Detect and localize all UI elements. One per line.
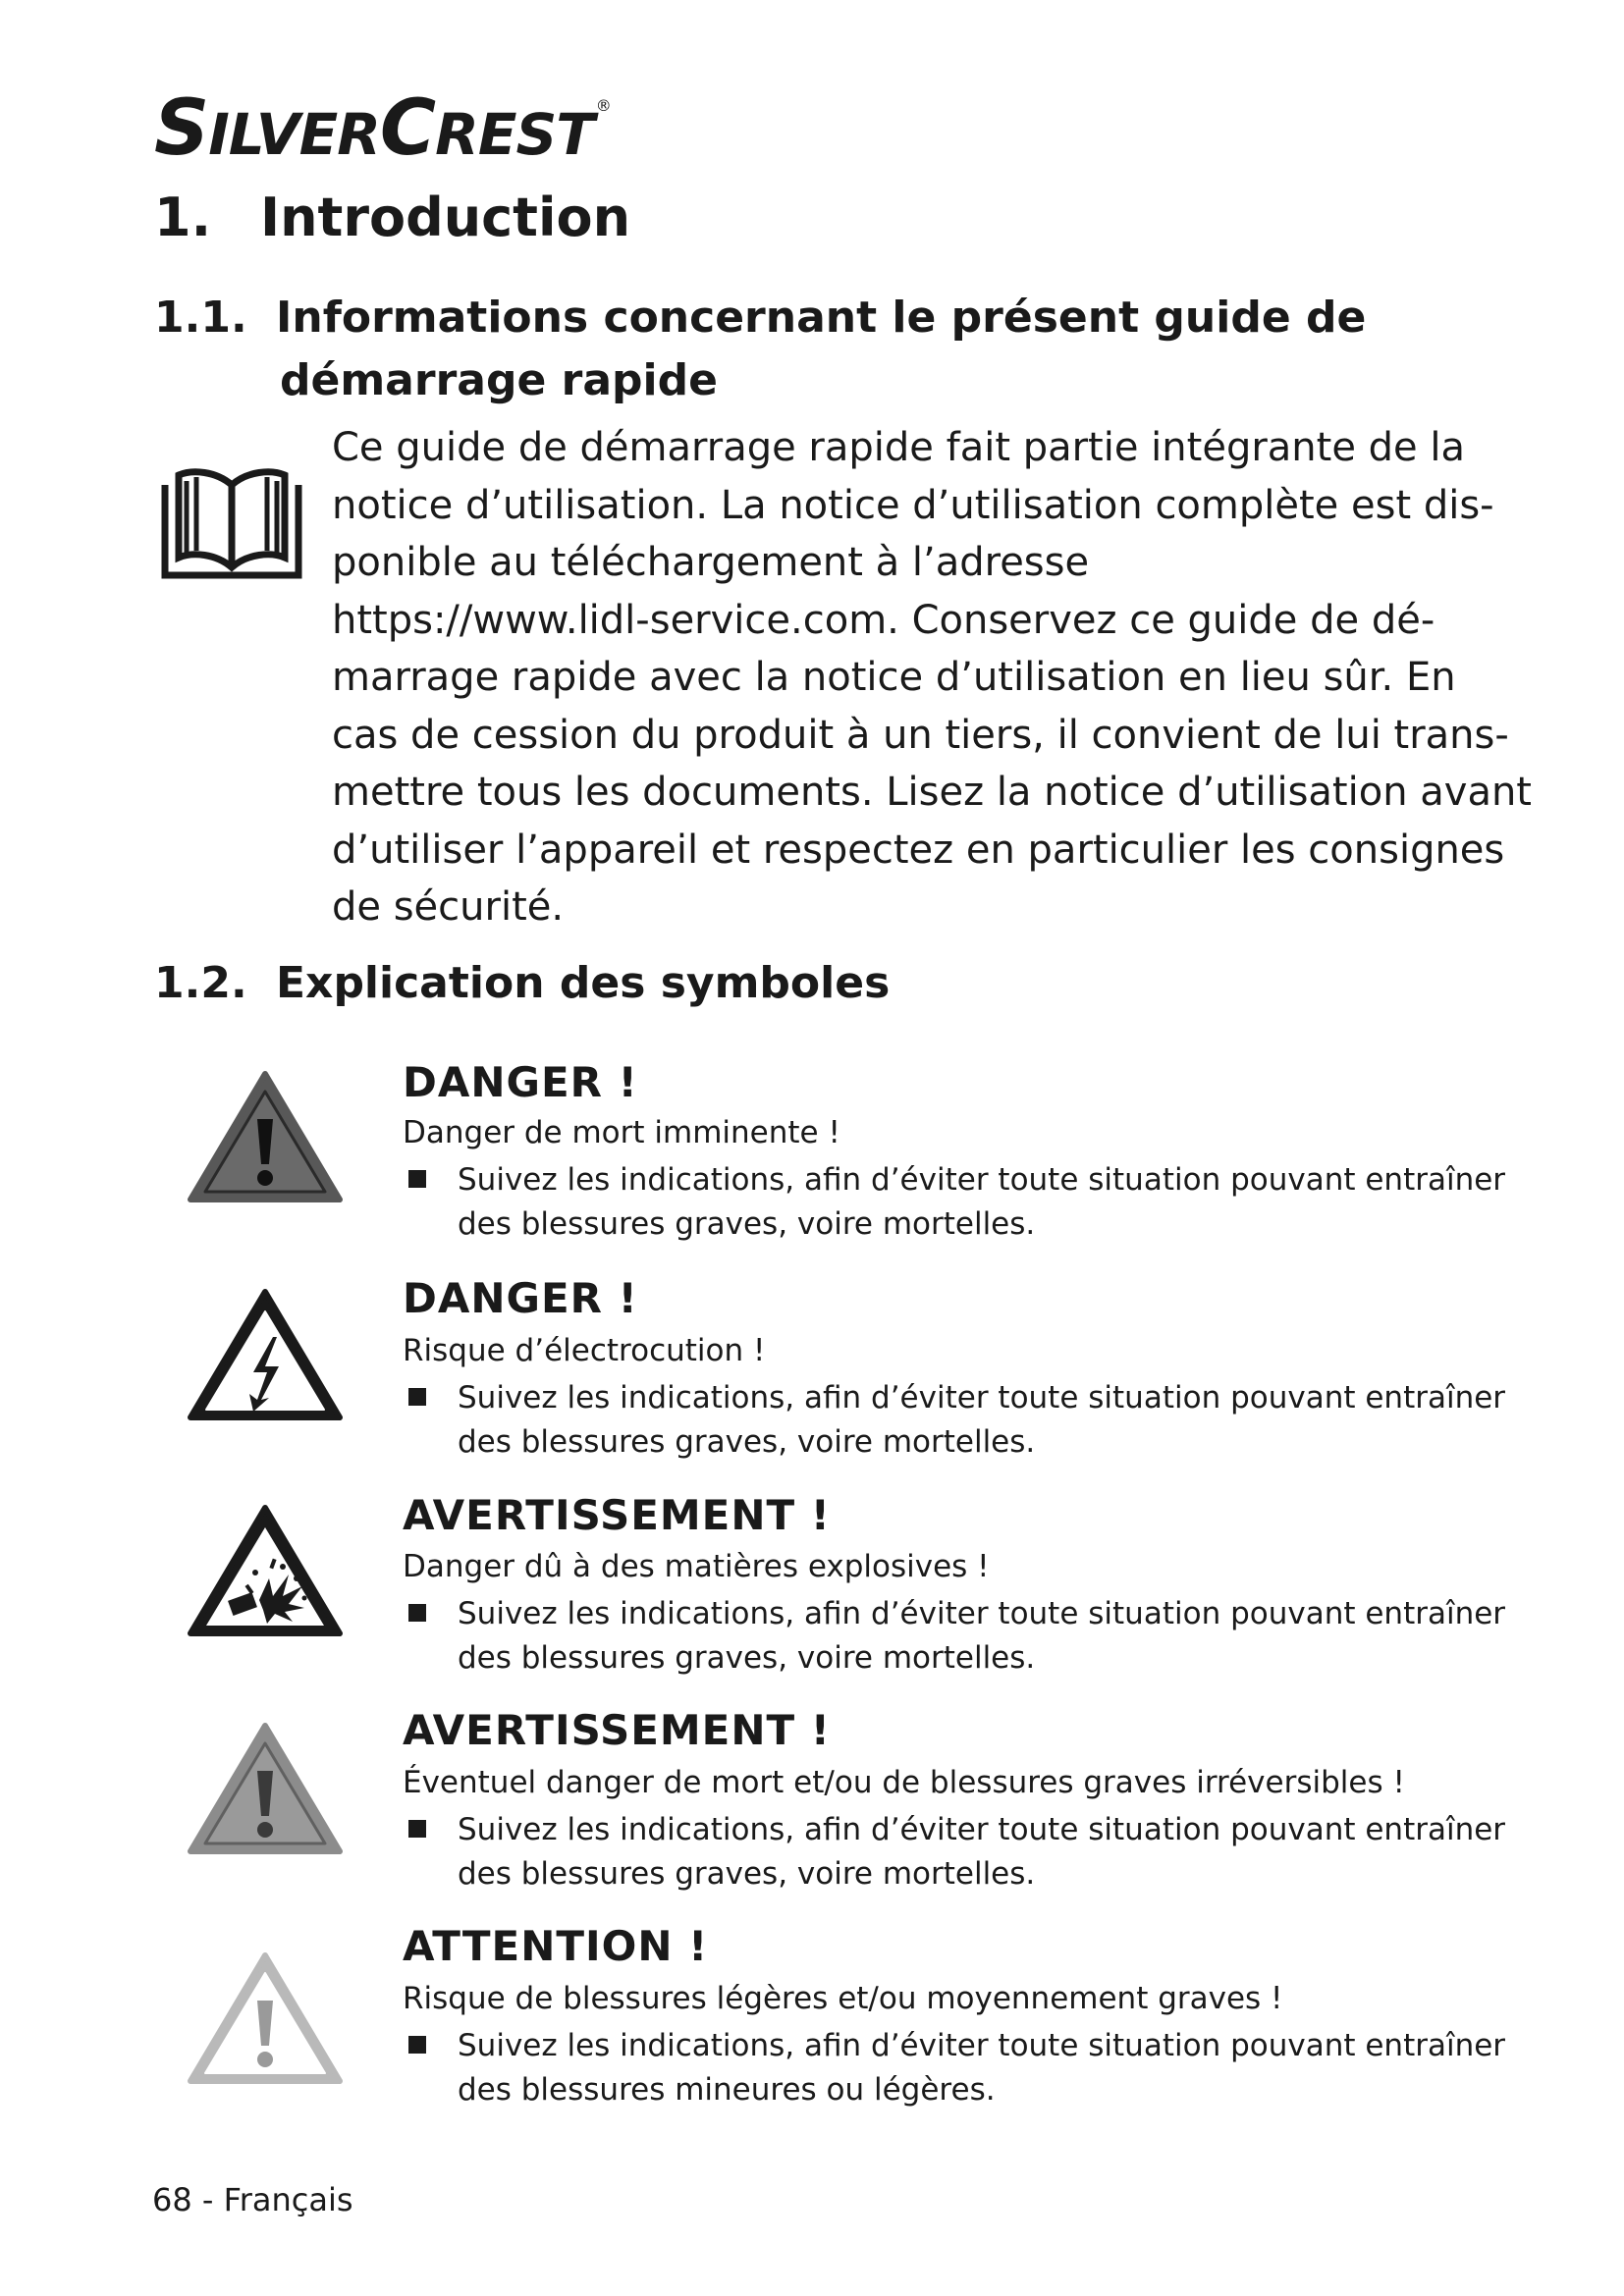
electric-shock-icon — [187, 1286, 344, 1427]
symbol-bullet — [408, 1376, 1506, 1465]
warning-triangle-light-icon — [187, 1949, 344, 2091]
bullet-square-icon — [408, 1820, 426, 1838]
intro-line: marrage rapide avec la notice d’utilisation en lieu sûr. En — [332, 655, 1456, 700]
section-title: Explication des symboles — [276, 958, 891, 1008]
bullet-square-icon — [408, 1388, 426, 1406]
symbol-subtitle: Risque de blessures légères et/ou moyennement graves ! — [403, 1981, 1283, 2016]
symbol-title: AVERTISSEMENT ! — [403, 1706, 831, 1754]
symbol-bullet — [408, 1592, 1506, 1681]
chapter-heading — [154, 187, 630, 250]
bullet-line: des blessures graves, voire mortelles. — [458, 1640, 1036, 1676]
intro-line: Ce guide de démarrage rapide fait partie intégrante de la — [332, 425, 1465, 470]
section-title — [154, 287, 1367, 412]
symbol-subtitle: Danger dû à des matières explosives ! — [403, 1549, 990, 1584]
symbol-bullet — [408, 2024, 1506, 2112]
brand-letter-c: C — [379, 84, 436, 173]
section-title-line-1: Informations concernant le présent guide de — [276, 293, 1367, 343]
symbol-subtitle: Éventuel danger de mort et/ou de blessures graves irréversibles ! — [403, 1765, 1405, 1800]
symbol-subtitle: Danger de mort imminente ! — [403, 1115, 840, 1150]
bullet-square-icon — [408, 2036, 426, 2054]
section-heading-1-2 — [154, 952, 1356, 1015]
intro-line: de sécurité. — [332, 884, 565, 930]
chapter-title: Introduction — [260, 187, 631, 248]
intro-line: mettre tous les documents. Lisez la notice d’utilisation avant — [332, 770, 1532, 815]
intro-paragraph — [332, 419, 1532, 936]
brand-letters-ilver: ILVER — [208, 101, 380, 168]
page-footer: 68 - Français — [152, 2181, 353, 2218]
bullet-line: des blessures mineures ou légères. — [458, 2072, 996, 2108]
warning-triangle-medium-icon — [187, 1720, 344, 1861]
bullet-line: des blessures graves, voire mortelles. — [458, 1856, 1036, 1892]
intro-line: d’utiliser l’appareil et respectez en particulier les consignes — [332, 827, 1505, 873]
symbol-bullet — [408, 1158, 1506, 1247]
symbol-title: DANGER ! — [403, 1274, 638, 1322]
intro-line: https://www.lidl-service.com. Conservez ce guide de dé- — [332, 597, 1435, 643]
bullet-line: Suivez les indications, afin d’éviter toute situation pouvant entraîner — [458, 2028, 1506, 2063]
section-number: 1.1. — [154, 293, 247, 343]
section-title-line-2: démarrage rapide — [280, 355, 718, 405]
brand-logo — [154, 84, 611, 173]
symbol-title: ATTENTION ! — [403, 1922, 709, 1970]
registered-mark: ® — [595, 96, 611, 115]
symbol-title: AVERTISSEMENT ! — [403, 1491, 831, 1539]
book-icon — [157, 459, 306, 585]
section-heading-1-1 — [154, 287, 1367, 412]
bullet-square-icon — [408, 1604, 426, 1622]
bullet-square-icon — [408, 1170, 426, 1188]
explosive-icon — [187, 1502, 344, 1643]
symbol-subtitle: Risque d’électrocution ! — [403, 1333, 766, 1368]
bullet-line: Suivez les indications, afin d’éviter toute situation pouvant entraîner — [458, 1162, 1506, 1198]
intro-line: notice d’utilisation. La notice d’utilisation complète est dis- — [332, 482, 1494, 528]
bullet-line: Suivez les indications, afin d’éviter toute situation pouvant entraîner — [458, 1380, 1506, 1415]
symbol-title: DANGER ! — [403, 1058, 638, 1106]
warning-triangle-dark-icon — [187, 1068, 344, 1209]
symbol-bullet — [408, 1808, 1506, 1896]
section-number: 1.2. — [154, 958, 247, 1008]
brand-letter-s: S — [154, 84, 209, 173]
bullet-line: des blessures graves, voire mortelles. — [458, 1206, 1036, 1242]
intro-line: ponible au téléchargement à l’adresse — [332, 540, 1090, 585]
brand-letters-rest: REST — [435, 101, 594, 168]
intro-line: cas de cession du produit à un tiers, il convient de lui trans- — [332, 712, 1509, 758]
chapter-number: 1. — [154, 187, 212, 248]
bullet-line: Suivez les indications, afin d’éviter toute situation pouvant entraîner — [458, 1596, 1506, 1631]
bullet-line: des blessures graves, voire mortelles. — [458, 1424, 1036, 1460]
bullet-line: Suivez les indications, afin d’éviter toute situation pouvant entraîner — [458, 1812, 1506, 1847]
